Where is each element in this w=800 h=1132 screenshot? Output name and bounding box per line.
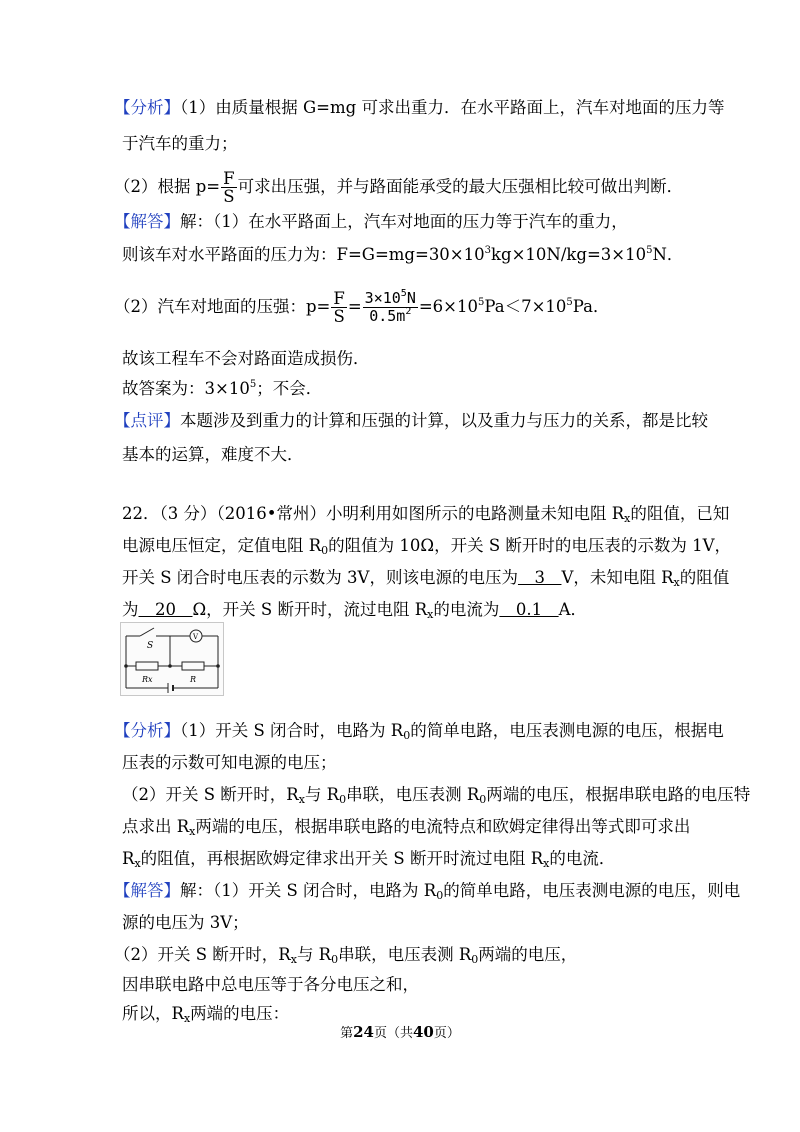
analysis-1-line-3: （2）根据 p= $\frac{F}{S}$ 可求出压强，并与路面能承受的最大压强相比较可做出判断． <box>114 169 684 206</box>
solution-2-line-4: 因串联电路中总电压等于各分电压之和， <box>122 975 419 994</box>
question-22-line-1: 22．（3 分）（2016•常州）小明利用如图所示的电路测量未知电阻 $R_x$的阻值，已知 <box>122 504 730 525</box>
solution-2-line-2: 源的电压为 3V； <box>122 913 249 932</box>
analysis-2-line-5: $R_x$的阻值，再根据欧姆定律求出开关 S 断开时流过电阻 $R_x$的电流． <box>122 849 616 870</box>
analysis-1-line-1: 【分析】（1）由质量根据 G=mg 可求出重力．在水平路面上，汽车对地面的压力等 <box>114 98 725 117</box>
solution-tag: 解答 <box>130 212 164 231</box>
solution-1-line-4: 故该工程车不会对路面造成损伤． <box>122 349 370 368</box>
pressure-fraction: $\frac{F}{S}$ <box>223 169 235 206</box>
analysis-2-line-3: （2）开关 S 断开时，$R_x$与 $R_0$串联，电压表测 $R_0$两端的电压，根据串联电路的电压特 <box>122 785 751 806</box>
circuit-diagram <box>120 622 224 696</box>
solution-1-line-5: 故答案为：$3\times 10^5$；不会． <box>122 379 323 398</box>
analysis-2-line-4: 点求出 $R_x$两端的电压，根据串联电路的电流特点和欧姆定律得出等式即可求出 <box>122 817 691 838</box>
answer-blank-voltage: 3 <box>517 568 562 587</box>
solution-2-line-5: 所以，$R_x$两端的电压： <box>122 1004 290 1025</box>
page-number: 24 <box>353 1023 374 1041</box>
analysis-2-line-1: 【分析】（1）开关 S 闭合时，电路为 $R_0$的简单电路，电压表测电源的电压，根据电 <box>114 721 724 742</box>
page-footer: 第24页（共40页） <box>340 1023 460 1041</box>
analysis-tag: 分析 <box>130 98 164 117</box>
solution-2-line-1: 【解答】解：（1）开关 S 闭合时，电路为 $R_0$的简单电路，电压表测电源的电压，则电 <box>114 881 741 902</box>
analysis-2-line-2: 压表的示数可知电源的电压； <box>122 753 337 772</box>
answer-blank-current: 0.1 <box>499 600 559 619</box>
answer-blank-resistance: 20 <box>138 600 193 619</box>
pressure-calc-fraction: $\frac{3\times 10^5N}{0.5m^2}$ <box>364 288 416 325</box>
solution-1-line-2: 则该车对水平路面的压力为：$F=G=mg=30\times 10^3kg\times 10N/kg=3\times 10^5N$． <box>122 245 684 264</box>
voltmeter-label: V <box>193 633 199 641</box>
switch-label: S <box>147 641 154 651</box>
page-total: 40 <box>413 1023 434 1041</box>
analysis-1-line-2: 于汽车的重力； <box>122 134 238 153</box>
rx-label: Rx <box>142 675 153 684</box>
solution-1-line-1: 【解答】解：（1）在水平路面上，汽车对地面的压力等于汽车的重力， <box>114 212 628 231</box>
question-22-line-2: 电源电压恒定，定值电阻 $R_0$的阻值为 10Ω，开关 S 断开时的电压表的示数为 1V， <box>122 536 732 557</box>
solution-2-line-3: （2）开关 S 断开时，$R_x$与 $R_0$串联，电压表测 $R_0$两端的电压， <box>114 945 578 966</box>
question-22-line-4: 为 20 Ω，开关 S 断开时，流过电阻 $R_x$的电流为 0.1 A． <box>122 600 588 621</box>
comment-1-line-2: 基本的运算，难度不大． <box>122 445 304 464</box>
question-22-line-3: 开关 S 闭合时电压表的示数为 3V，则该电源的电压为 3 V，未知电阻 $R_x$的阻值 <box>122 568 730 589</box>
comment-1-line-1: 【点评】本题涉及到重力的计算和压强的计算，以及重力与压力的关系，都是比较 <box>114 411 708 430</box>
r-label: R <box>190 675 197 684</box>
solution-1-line-3: （2）汽车对地面的压强：p= $\frac{F}{S}$ = $\frac{3\times 10^5N}{0.5m^2}$ $=6\times 10^5Pa<7\times 10^5Pa$． <box>114 288 610 326</box>
comment-tag: 点评 <box>130 411 164 430</box>
